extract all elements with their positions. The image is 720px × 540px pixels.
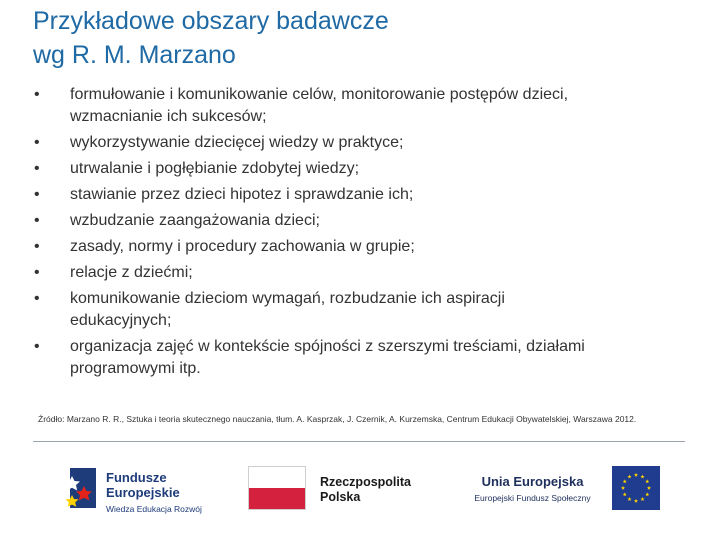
- bullet-icon: •: [34, 160, 40, 177]
- list-item: [34, 210, 694, 232]
- rp-line-1: Rzeczpospolita: [320, 475, 411, 489]
- list-item-text: zasady, normy i procedury zachowania w grupie;: [70, 238, 415, 255]
- list-item: [34, 336, 694, 380]
- flag-white-band: [249, 467, 305, 488]
- list-item: [34, 262, 694, 284]
- fundusze-europejskie-text: [106, 470, 236, 515]
- bullet-icon: •: [34, 338, 40, 355]
- list-item-text-cont: programowymi itp.: [70, 360, 201, 377]
- flag-red-band: [249, 488, 305, 509]
- bullet-icon: •: [34, 186, 40, 203]
- list-item: [34, 132, 694, 154]
- page-title: [33, 4, 673, 72]
- list-item: [34, 84, 694, 128]
- fe-line-2: Europejskie: [106, 485, 180, 500]
- rzeczpospolita-polska-text: [320, 475, 411, 505]
- eu-flag-icon: [612, 466, 660, 510]
- bullet-icon: •: [34, 86, 40, 103]
- list-item-text: utrwalanie i pogłębianie zdobytej wiedzy;: [70, 160, 360, 177]
- list-item: [34, 288, 694, 332]
- list-item-text: wykorzystywanie dziecięcej wiedzy w praktyce;: [70, 134, 404, 151]
- research-areas-list: [34, 84, 694, 384]
- list-item-text-cont: edukacyjnych;: [70, 312, 172, 329]
- ue-line-1: Unia Europejska: [481, 474, 584, 489]
- divider: [33, 441, 685, 442]
- list-item-text: organizacja zajęć w kontekście spójności z szerszymi treściami, działami: [70, 338, 585, 355]
- list-item-text: formułowanie i komunikowanie celów, monitorowanie postępów dzieci,: [70, 86, 569, 103]
- title-line-2: wg R. M. Marzano: [33, 41, 236, 69]
- fundusze-europejskie-logo-icon: [62, 462, 102, 517]
- list-item: [34, 158, 694, 180]
- bullet-icon: •: [34, 134, 40, 151]
- fe-line-3: Wiedza Edukacja Rozwój: [106, 504, 202, 514]
- bullet-icon: •: [34, 290, 40, 307]
- bullet-icon: •: [34, 264, 40, 281]
- list-item: [34, 184, 694, 206]
- list-item-text: stawianie przez dzieci hipotez i sprawdzanie ich;: [70, 186, 414, 203]
- list-item-text: komunikowanie dzieciom wymagań, rozbudzanie ich aspiracji: [70, 290, 505, 307]
- eu-flag-background: [612, 466, 660, 510]
- list-item: [34, 236, 694, 258]
- source-citation: Źródło: Marzano R. R., Sztuka i teoria skutecznego nauczania, tłum. A. Kasprzak, J. Czernik, A. Kurzemska, Centrum Edukacji Obywatelskiej, Warszawa 2012.: [38, 414, 637, 424]
- fe-line-1: Fundusze: [106, 470, 167, 485]
- bullet-icon: •: [34, 238, 40, 255]
- rp-line-2: Polska: [320, 490, 361, 504]
- ue-line-2: Europejski Fundusz Społeczny: [474, 493, 591, 503]
- bullet-icon: •: [34, 212, 40, 229]
- list-item-text-cont: wzmacnianie ich sukcesów;: [70, 108, 267, 125]
- poland-flag-icon: [248, 466, 306, 510]
- list-item-text: wzbudzanie zaangażowania dzieci;: [70, 212, 320, 229]
- list-item-text: relacje z dziećmi;: [70, 264, 193, 281]
- unia-europejska-text: [460, 474, 605, 504]
- title-line-1: Przykładowe obszary badawcze: [33, 7, 389, 35]
